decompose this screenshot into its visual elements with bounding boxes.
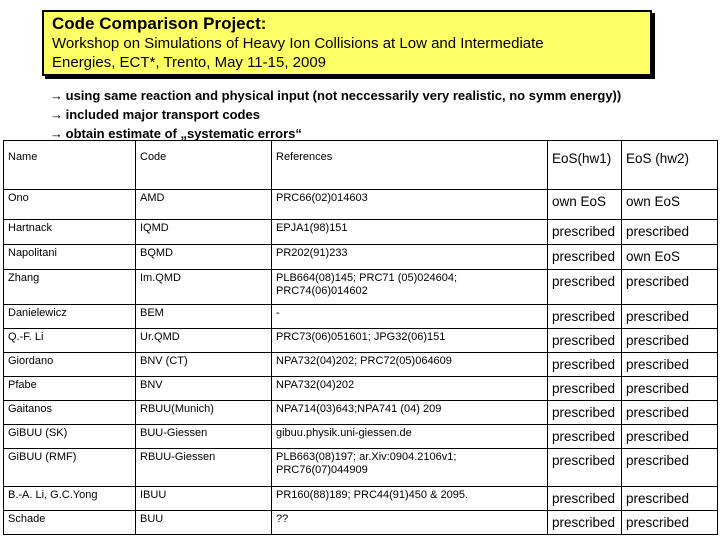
reference-cell bbox=[272, 270, 548, 305]
eos-hw2-cell: prescribed bbox=[622, 270, 718, 305]
code-cell: BUU-Giessen bbox=[136, 425, 272, 449]
reference-line: PRC76(07)044909 bbox=[276, 464, 368, 476]
table-row bbox=[4, 353, 718, 377]
code-cell: RBUU(Munich) bbox=[136, 401, 272, 425]
slide-subtitle-line-1: Workshop on Simulations of Heavy Ion Collisions at Low and Intermediate bbox=[52, 35, 544, 52]
reference-cell bbox=[272, 329, 548, 353]
name-cell: Q.-F. Li bbox=[4, 329, 136, 353]
slide-subtitle-line-2: Energies, ECT*, Trento, May 11-15, 2009 bbox=[52, 54, 327, 71]
table-row bbox=[4, 487, 718, 511]
reference-cell bbox=[272, 245, 548, 270]
name-cell: Schade bbox=[4, 511, 136, 535]
reference-line: EPJA1(98)151 bbox=[276, 222, 348, 234]
table-row bbox=[4, 190, 718, 220]
reference-cell bbox=[272, 449, 548, 487]
eos-hw1-cell: prescribed bbox=[548, 511, 622, 535]
name-cell: Hartnack bbox=[4, 220, 136, 245]
eos-hw1-cell: prescribed bbox=[548, 245, 622, 270]
code-cell: AMD bbox=[136, 190, 272, 220]
eos-hw2-cell: prescribed bbox=[622, 329, 718, 353]
bullet-text: included major transport codes bbox=[65, 107, 260, 122]
reference-line: ?? bbox=[276, 513, 289, 525]
bullet-text: obtain estimate of „systematic errors“ bbox=[65, 126, 302, 141]
code-cell: IBUU bbox=[136, 487, 272, 511]
name-cell: Pfabe bbox=[4, 377, 136, 401]
title-box bbox=[42, 10, 652, 76]
code-cell: Ur.QMD bbox=[136, 329, 272, 353]
column-header: References bbox=[272, 141, 548, 190]
code-comparison-table bbox=[3, 140, 718, 535]
eos-hw1-cell: prescribed bbox=[548, 487, 622, 511]
eos-hw1-cell: prescribed bbox=[548, 270, 622, 305]
code-cell: BUU bbox=[136, 511, 272, 535]
bullet-text: using same reaction and physical input (not neccessarily very realistic, no symm energy)) bbox=[65, 88, 622, 103]
reference-line: NPA732(04)202 bbox=[276, 379, 355, 391]
eos-hw2-cell: own EoS bbox=[622, 245, 718, 270]
reference-cell bbox=[272, 511, 548, 535]
reference-cell bbox=[272, 305, 548, 329]
reference-line: PRC73(06)051601; JPG32(06)151 bbox=[276, 331, 446, 343]
reference-line: - bbox=[276, 307, 280, 319]
name-cell: Gaitanos bbox=[4, 401, 136, 425]
eos-hw1-cell: own EoS bbox=[548, 190, 622, 220]
column-header: EoS(hw1) bbox=[548, 141, 622, 190]
code-cell: BNV bbox=[136, 377, 272, 401]
bullet-list bbox=[50, 86, 621, 143]
column-header: EoS (hw2) bbox=[622, 141, 718, 190]
arrow-right-icon: → bbox=[50, 107, 63, 122]
reference-cell bbox=[272, 377, 548, 401]
table-row bbox=[4, 220, 718, 245]
eos-hw2-cell: prescribed bbox=[622, 353, 718, 377]
code-cell: RBUU-Giessen bbox=[136, 449, 272, 487]
eos-hw1-cell: prescribed bbox=[548, 353, 622, 377]
name-cell: Napolitani bbox=[4, 245, 136, 270]
column-header: Code bbox=[136, 141, 272, 190]
reference-cell bbox=[272, 190, 548, 220]
reference-line: gibuu.physik.uni-giessen.de bbox=[276, 427, 412, 439]
table-row bbox=[4, 270, 718, 305]
name-cell: Ono bbox=[4, 190, 136, 220]
column-header: Name bbox=[4, 141, 136, 190]
name-cell: B.-A. Li, G.C.Yong bbox=[4, 487, 136, 511]
reference-line: PRC74(06)014602 bbox=[276, 285, 368, 297]
name-cell: Danielewicz bbox=[4, 305, 136, 329]
slide-title: Code Comparison Project: bbox=[52, 14, 267, 33]
reference-line: PR202(91)233 bbox=[276, 247, 348, 259]
eos-hw2-cell: own EoS bbox=[622, 190, 718, 220]
eos-hw1-cell: prescribed bbox=[548, 401, 622, 425]
arrow-right-icon: → bbox=[50, 88, 63, 103]
eos-hw2-cell: prescribed bbox=[622, 401, 718, 425]
code-cell: Im.QMD bbox=[136, 270, 272, 305]
eos-hw2-cell: prescribed bbox=[622, 449, 718, 487]
reference-line: PR160(88)189; PRC44(91)450 & 2095. bbox=[276, 489, 469, 501]
eos-hw1-cell: prescribed bbox=[548, 220, 622, 245]
reference-line: NPA714(03)643;NPA741 (04) 209 bbox=[276, 403, 442, 415]
arrow-right-icon: → bbox=[50, 126, 63, 141]
table-row bbox=[4, 401, 718, 425]
eos-hw2-cell: prescribed bbox=[622, 377, 718, 401]
eos-hw1-cell: prescribed bbox=[548, 305, 622, 329]
code-cell: BNV (CT) bbox=[136, 353, 272, 377]
eos-hw2-cell: prescribed bbox=[622, 220, 718, 245]
code-cell: BEM bbox=[136, 305, 272, 329]
table-row bbox=[4, 329, 718, 353]
reference-line: PLB664(08)145; PRC71 (05)024604; bbox=[276, 272, 458, 284]
reference-cell bbox=[272, 425, 548, 449]
reference-cell bbox=[272, 401, 548, 425]
table-row bbox=[4, 305, 718, 329]
eos-hw2-cell: prescribed bbox=[622, 487, 718, 511]
reference-cell bbox=[272, 353, 548, 377]
name-cell: GiBUU (RMF) bbox=[4, 449, 136, 487]
eos-hw1-cell: prescribed bbox=[548, 425, 622, 449]
reference-line: PRC66(02)014603 bbox=[276, 192, 368, 204]
bullet-item bbox=[50, 105, 621, 124]
table-row bbox=[4, 425, 718, 449]
reference-cell bbox=[272, 220, 548, 245]
table-row bbox=[4, 449, 718, 487]
bullet-item bbox=[50, 86, 621, 105]
table-row bbox=[4, 377, 718, 401]
name-cell: GiBUU (SK) bbox=[4, 425, 136, 449]
name-cell: Giordano bbox=[4, 353, 136, 377]
code-cell: IQMD bbox=[136, 220, 272, 245]
table-header-row bbox=[4, 141, 718, 190]
reference-line: PLB663(08)197; ar.Xiv:0904.2106v1; bbox=[276, 451, 457, 463]
eos-hw1-cell: prescribed bbox=[548, 329, 622, 353]
reference-line: NPA732(04)202; PRC72(05)064609 bbox=[276, 355, 452, 367]
eos-hw1-cell: prescribed bbox=[548, 449, 622, 487]
reference-cell bbox=[272, 487, 548, 511]
eos-hw2-cell: prescribed bbox=[622, 425, 718, 449]
eos-hw2-cell: prescribed bbox=[622, 511, 718, 535]
eos-hw2-cell: prescribed bbox=[622, 305, 718, 329]
name-cell: Zhang bbox=[4, 270, 136, 305]
table-row bbox=[4, 245, 718, 270]
eos-hw1-cell: prescribed bbox=[548, 377, 622, 401]
table-row bbox=[4, 511, 718, 535]
code-cell: BQMD bbox=[136, 245, 272, 270]
